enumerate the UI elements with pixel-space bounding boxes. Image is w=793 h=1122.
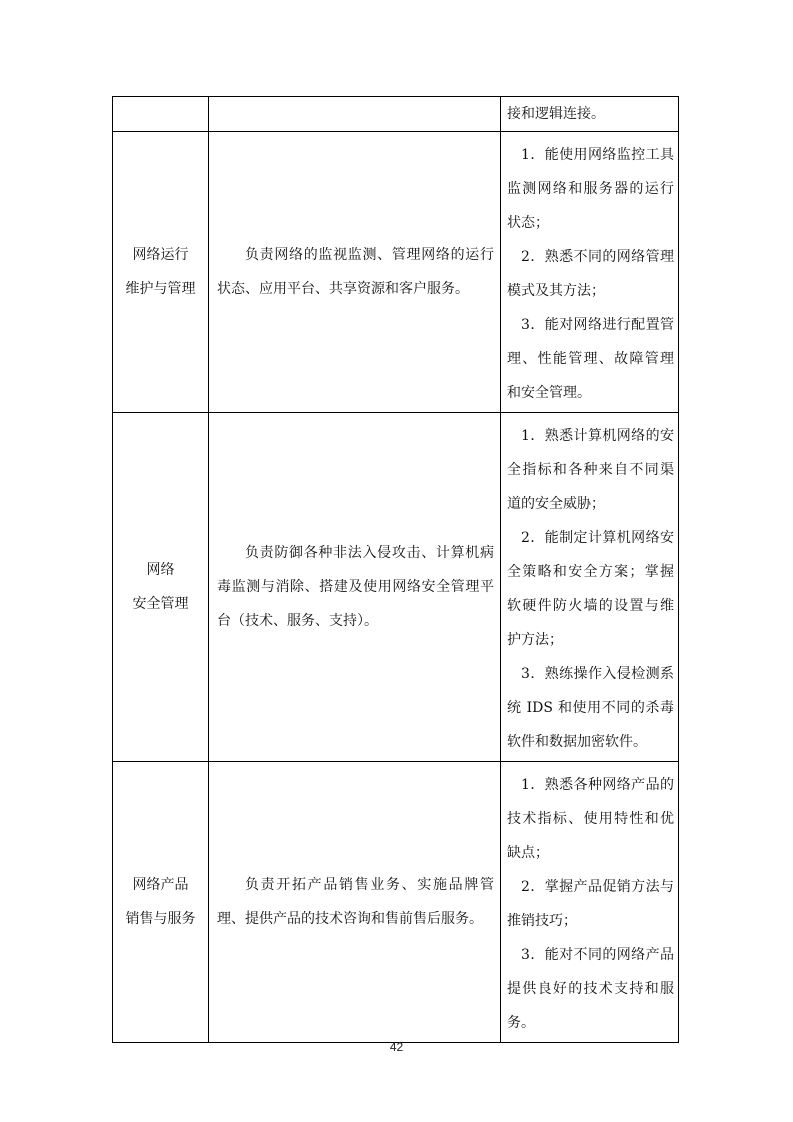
- requirement-item: 1．能使用网络监控工具监测网络和服务器的运行状态；: [507, 147, 674, 231]
- role-cell: [113, 132, 209, 413]
- job-table: [112, 96, 679, 1043]
- requirement-item: 3．能对网络进行配置管理、性能管理、故障管理和安全管理。: [507, 317, 674, 401]
- table-row: [113, 762, 679, 1043]
- role-name-line: 网络产品: [132, 877, 189, 893]
- requirements-cell: [501, 413, 679, 762]
- role-cell: [113, 413, 209, 762]
- requirement-item: 2．能制定计算机网络安全策略和安全方案；掌握软硬件防火墙的设置与维护方法；: [507, 530, 674, 648]
- role-name-line: 网络运行: [132, 247, 189, 263]
- role-name-line: 安全管理: [132, 596, 189, 612]
- table-row: [113, 97, 679, 132]
- requirements-cell: [501, 132, 679, 413]
- role-cell: [113, 762, 209, 1043]
- table-row: [113, 132, 679, 413]
- description-cell: 负责网络的监视监测、管理网络的运行状态、应用平台、共享资源和客户服务。: [209, 132, 501, 413]
- role-name-line: 网络: [146, 562, 175, 578]
- role-name-line: 维护与管理: [125, 281, 196, 297]
- requirement-item: 1．熟悉各种网络产品的技术指标、使用特性和优缺点；: [507, 777, 674, 861]
- description-cell: 负责开拓产品销售业务、实施品牌管理、提供产品的技术咨询和售前售后服务。: [209, 762, 501, 1043]
- page-number: 42: [389, 1040, 404, 1054]
- requirement-item: 3．熟练操作入侵检测系统 IDS 和使用不同的杀毒软件和数据加密软件。: [507, 666, 674, 750]
- requirement-item: 2．熟悉不同的网络管理模式及其方法；: [507, 249, 674, 299]
- description-cell: [209, 97, 501, 132]
- requirement-item: 2．掌握产品促销方法与推销技巧；: [507, 879, 674, 929]
- requirement-item: 3．能对不同的网络产品提供良好的技术支持和服务。: [507, 947, 674, 1031]
- requirements-cell: [501, 762, 679, 1043]
- requirement-item: 接和逻辑连接。: [507, 106, 605, 122]
- role-cell: [113, 97, 209, 132]
- requirement-item: 1．熟悉计算机网络的安全指标和各种来自不同渠道的安全威胁；: [507, 428, 674, 512]
- description-cell: 负责防御各种非法入侵攻击、计算机病毒监测与消除、搭建及使用网络安全管理平台（技术、服务、支持）。: [209, 413, 501, 762]
- requirements-cell: [501, 97, 679, 132]
- role-name-line: 销售与服务: [125, 911, 196, 927]
- table-row: [113, 413, 679, 762]
